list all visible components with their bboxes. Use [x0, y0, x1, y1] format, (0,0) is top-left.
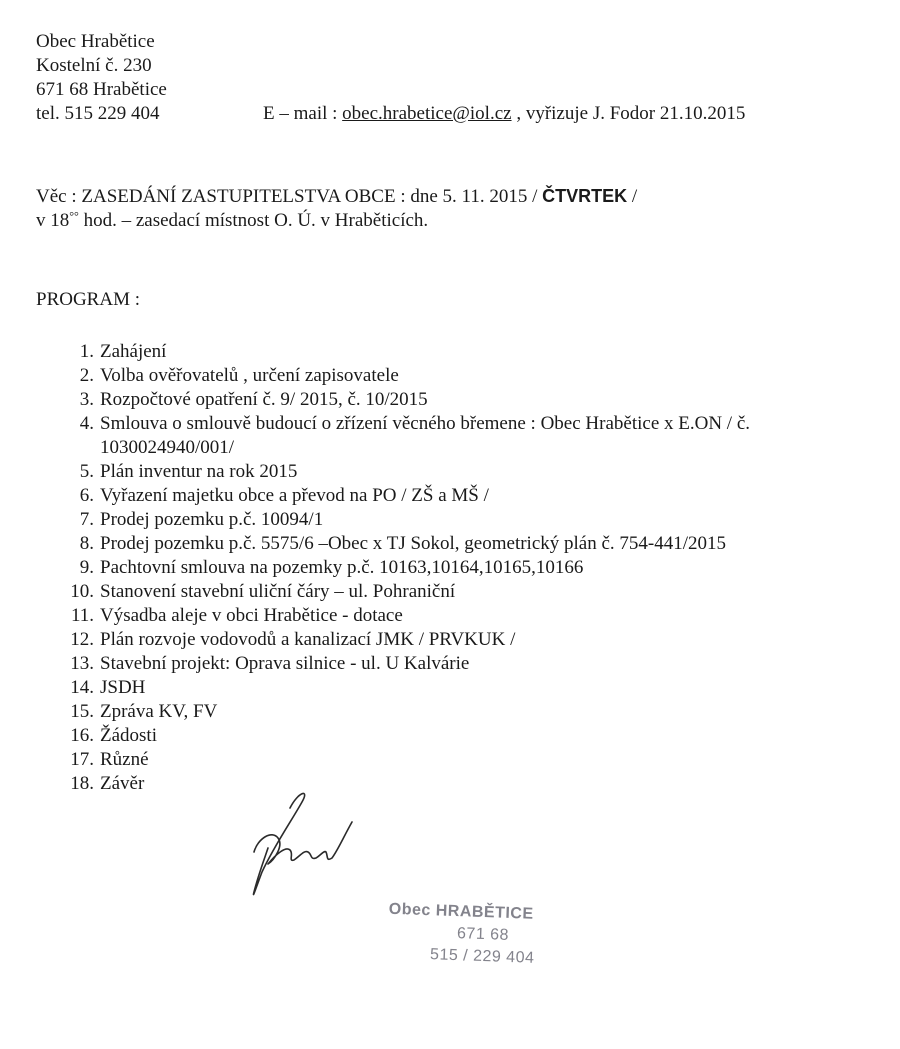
- program-item-text: Výsadba aleje v obci Hrabětice - dotace: [100, 605, 403, 626]
- program-item-text: JSDH: [100, 677, 146, 698]
- program-item-number: 3.: [79, 389, 94, 410]
- program-item-number: 8.: [79, 533, 94, 554]
- program-item-text: Stanovení stavební uliční čáry – ul. Pohraniční: [100, 581, 456, 602]
- program-item: [62, 676, 872, 700]
- program-item: [62, 700, 872, 724]
- program-item-number: 4.: [79, 413, 94, 434]
- program-item-number: 1.: [79, 341, 94, 362]
- program-item-number: 15.: [70, 701, 94, 722]
- office-stamp: [387, 899, 579, 972]
- stamp-zip: 671 68: [456, 925, 510, 944]
- program-item-number: 13.: [70, 653, 94, 674]
- program-item: [62, 364, 872, 388]
- stamp-phone: 515 / 229 404: [429, 946, 535, 967]
- program-item-text: Zpráva KV, FV: [100, 701, 218, 722]
- signature-stroke: [253, 793, 352, 894]
- program-item: [62, 340, 872, 364]
- contact-line: [263, 102, 745, 126]
- program-item: [62, 724, 872, 748]
- subject-time-minutes: °°: [69, 209, 79, 223]
- program-item-text: Smlouva o smlouvě budoucí o zřízení věcného břemene : Obec Hrabětice x E.ON / č. 1030024940/001/: [100, 413, 751, 458]
- program-item-text: Prodej pozemku p.č. 5575/6 –Obec x TJ Sokol, geometrický plán č. 754-441/2015: [100, 533, 727, 554]
- program-item-text: Volba ověřovatelů , určení zapisovatele: [100, 365, 399, 386]
- program-heading: PROGRAM :: [36, 289, 140, 310]
- program-item: [62, 580, 872, 604]
- sender-street: Kostelní č. 230: [36, 55, 152, 76]
- email-link[interactable]: obec.hrabetice@iol.cz: [342, 103, 512, 124]
- handler-and-date: , vyřizuje J. Fodor 21.10.2015: [511, 103, 746, 124]
- program-list: [62, 340, 872, 796]
- program-item-number: 2.: [79, 365, 94, 386]
- program-item: [62, 484, 872, 508]
- program-item-text: Žádosti: [100, 725, 157, 746]
- program-item-number: 12.: [70, 629, 94, 650]
- program-item-number: 5.: [79, 461, 94, 482]
- program-item: [62, 652, 872, 676]
- program-item-text: Vyřazení majetku obce a převod na PO / ZŠ a MŠ /: [100, 485, 489, 506]
- subject-place: hod. – zasedací místnost O. Ú. v Hraběticích.: [78, 210, 429, 231]
- sender-address: [36, 30, 167, 126]
- sender-city: 671 68 Hrabětice: [36, 79, 167, 100]
- program-item-text: Různé: [100, 749, 149, 770]
- program-item: [62, 412, 872, 460]
- email-label: E – mail :: [263, 103, 343, 124]
- program-item-number: 14.: [70, 677, 94, 698]
- program-item-number: 7.: [79, 509, 94, 530]
- program-item-text: Závěr: [100, 773, 145, 794]
- program-item: [62, 628, 872, 652]
- program-item: [62, 508, 872, 532]
- program-item-number: 9.: [79, 557, 94, 578]
- program-item: [62, 532, 872, 556]
- program-item-text: Plán rozvoje vodovodů a kanalizací JMK / PRVKUK /: [100, 629, 516, 650]
- program-item-text: Pachtovní smlouva na pozemky p.č. 10163,10164,10165,10166: [100, 557, 584, 578]
- subject: [36, 184, 637, 233]
- program-item: [62, 604, 872, 628]
- program-item-number: 10.: [70, 581, 94, 602]
- subject-time: v 18: [36, 210, 70, 231]
- subject-weekday: ČTVRTEK: [542, 186, 628, 206]
- program-item: [62, 460, 872, 484]
- program-item-number: 16.: [70, 725, 94, 746]
- program-item: [62, 388, 872, 412]
- program-item: [62, 772, 872, 796]
- subject-meeting: Věc : ZASEDÁNÍ ZASTUPITELSTVA OBCE : dne 5. 11. 2015 /: [36, 186, 543, 207]
- program-item-number: 6.: [79, 485, 94, 506]
- program-item-text: Plán inventur na rok 2015: [100, 461, 298, 482]
- subject-line-2: [36, 209, 637, 233]
- subject-line-1: [36, 184, 637, 209]
- program-item-text: Zahájení: [100, 341, 167, 362]
- program-item: [62, 556, 872, 580]
- program-item: [62, 748, 872, 772]
- program-item-text: Rozpočtové opatření č. 9/ 2015, č. 10/2015: [100, 389, 428, 410]
- sender-phone: tel. 515 229 404: [36, 103, 160, 124]
- program-item-text: Stavební projekt: Oprava silnice - ul. U Kalvárie: [100, 653, 470, 674]
- handwritten-signature-icon: [228, 780, 378, 910]
- stamp-title: Obec HRABĚTICE: [388, 900, 534, 923]
- program-item-number: 11.: [70, 605, 94, 626]
- program-item-text: Prodej pozemku p.č. 10094/1: [100, 509, 324, 530]
- program-item-number: 17.: [70, 749, 94, 770]
- subject-line-1-end: /: [627, 186, 638, 207]
- sender-name: Obec Hrabětice: [36, 31, 155, 52]
- program-item-number: 18.: [70, 773, 94, 794]
